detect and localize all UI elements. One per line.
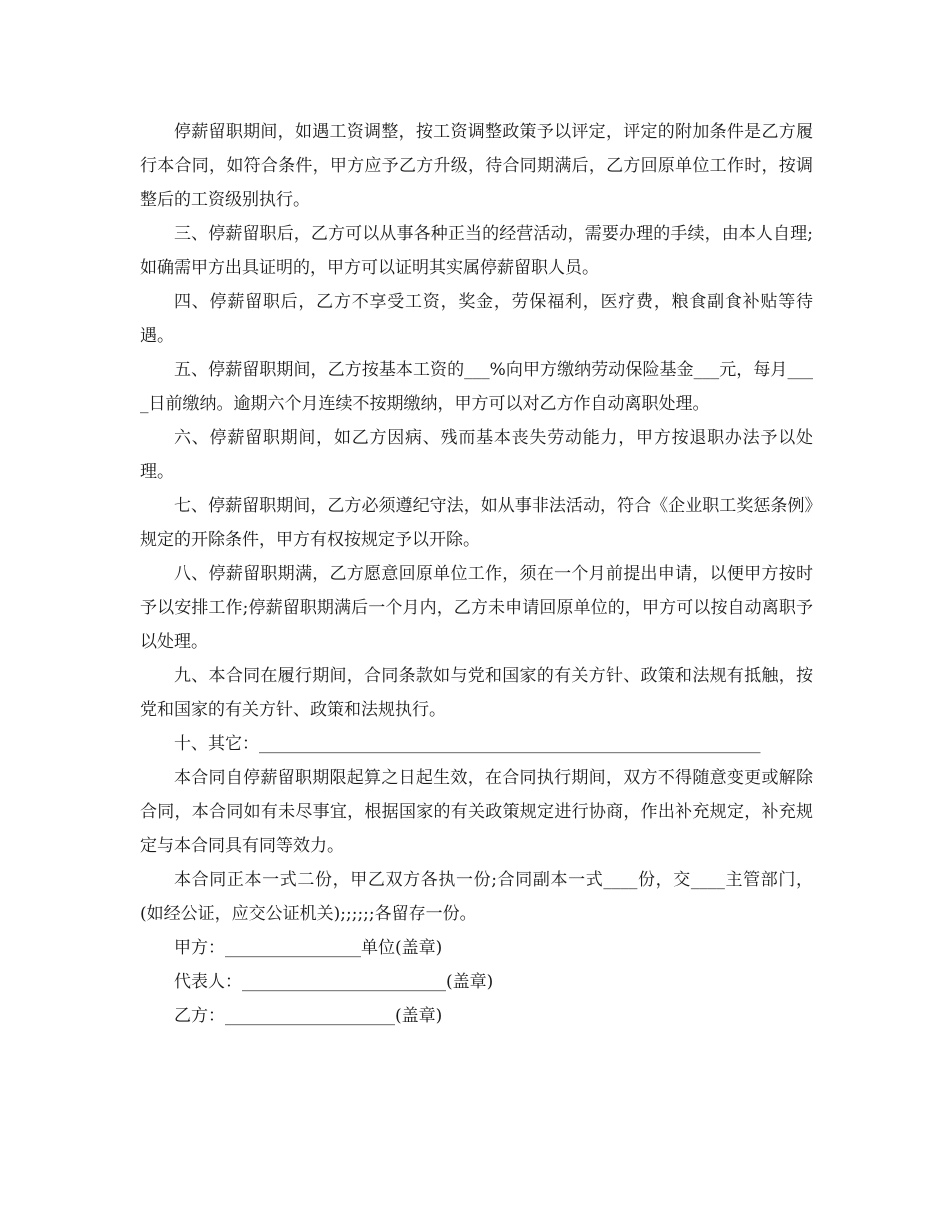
clause-8-return-to-work: 八、停薪留职期满，乙方愿意回原单位工作，须在一个月前提出申请，以便甲方按时予以安排工作;停薪留职期满后一个月内，乙方未申请回原单位的，甲方可以按自动离职予以处理。 xyxy=(140,564,813,652)
clause-10-other: 十、其它：___________________________________________________________ xyxy=(174,734,761,754)
signature-representative: 代表人：________________________(盖章) xyxy=(174,972,494,992)
signature-party-a: 甲方：________________单位(盖章) xyxy=(174,938,443,958)
contract-page xyxy=(140,115,813,1033)
clause-6-disability: 六、停薪留职期间，如乙方因病、残而基本丧失劳动能力，甲方按退职办法予以处理。 xyxy=(140,428,813,482)
paragraph-copies: 本合同正本一式二份，甲乙双方各执一份;合同副本一式____份，交____主管部门，(如经公证，应交公证机关);;;;;;各留存一份。 xyxy=(140,870,813,924)
paragraph-salary-adjustment: 停薪留职期间，如遇工资调整，按工资调整政策予以评定，评定的附加条件是乙方履行本合同，如符合条件，甲方应予乙方升级，待合同期满后，乙方回原单位工作时，按调整后的工资级别执行。 xyxy=(140,122,813,210)
clause-7-discipline: 七、停薪留职期间，乙方必须遵纪守法，如从事非法活动，符合《企业职工奖惩条例》规定的开除条件，甲方有权按规定予以开除。 xyxy=(140,496,813,550)
signature-party-b: 乙方：____________________(盖章) xyxy=(174,1006,443,1026)
clause-4-no-benefits: 四、停薪留职后，乙方不享受工资，奖金，劳保福利，医疗费，粮食副食补贴等待遇。 xyxy=(140,292,813,346)
clause-3-business-activities: 三、停薪留职后，乙方可以从事各种正当的经营活动，需要办理的手续，由本人自理;如确需甲方出具证明的，甲方可以证明其实属停薪留职人员。 xyxy=(140,224,813,278)
paragraph-effective-date: 本合同自停薪留职期限起算之日起生效，在合同执行期间，双方不得随意变更或解除合同，本合同如有未尽事宜，根据国家的有关政策规定进行协商，作出补充规定，补充规定与本合同具有同等效力。 xyxy=(140,768,813,856)
clause-9-policy-conflict: 九、本合同在履行期间，合同条款如与党和国家的有关方针、政策和法规有抵触，按党和国家的有关方针、政策和法规执行。 xyxy=(140,666,813,720)
clause-5-insurance-payment: 五、停薪留职期间，乙方按基本工资的___%向甲方缴纳劳动保险基金___元，每月____日前缴纳。逾期六个月连续不按期缴纳，甲方可以对乙方作自动离职处理。 xyxy=(140,360,813,414)
